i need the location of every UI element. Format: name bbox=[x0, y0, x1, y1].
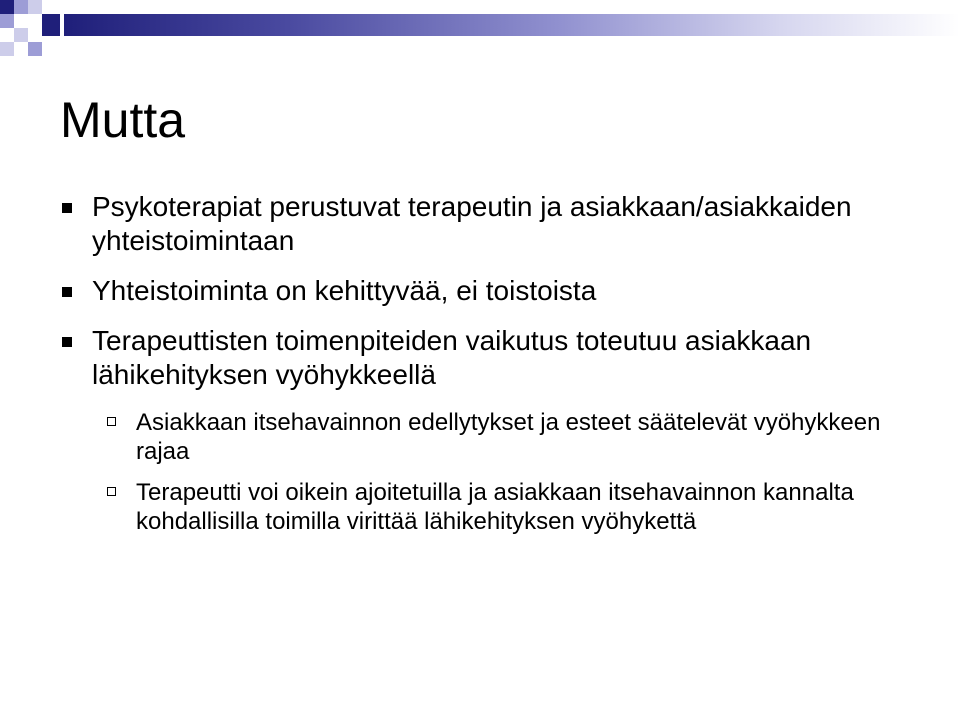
corner-square-lavender-2 bbox=[0, 14, 14, 28]
corner-square-pale-1 bbox=[28, 0, 42, 14]
filled-square-bullet-icon bbox=[62, 203, 72, 213]
corner-square-navy-2 bbox=[42, 14, 60, 36]
sub-bullet-text: Asiakkaan itsehavainnon edellytykset ja esteet säätelevät vyöhykkeen rajaa bbox=[136, 409, 881, 465]
hollow-square-bullet-icon bbox=[107, 487, 116, 496]
corner-square-pale-2 bbox=[14, 28, 28, 42]
bullet-text: Yhteistoiminta on kehittyvää, ei toistoista bbox=[92, 275, 597, 306]
slide-content bbox=[60, 190, 910, 548]
corner-square-pale-3 bbox=[0, 42, 14, 56]
bullet-item bbox=[60, 274, 910, 308]
hollow-square-bullet-icon bbox=[107, 417, 116, 426]
bullet-text: Terapeuttisten toimenpiteiden vaikutus toteutuu asiakkaan lähikehityksen vyöhykkeellä bbox=[92, 325, 812, 390]
filled-square-bullet-icon bbox=[62, 287, 72, 297]
bullet-item bbox=[60, 324, 910, 392]
corner-square-lavender-1 bbox=[14, 0, 28, 14]
sub-bullet-item bbox=[60, 408, 910, 466]
sub-bullet-text: Terapeutti voi oikein ajoitetuilla ja asiakkaan itsehavainnon kannalta kohdallisilla toimilla virittää lähikehityksen vyöhykettä bbox=[136, 479, 854, 535]
corner-square-lavender-3 bbox=[28, 42, 42, 56]
bullet-item bbox=[60, 190, 910, 258]
corner-square-navy-1 bbox=[0, 0, 14, 14]
filled-square-bullet-icon bbox=[62, 337, 72, 347]
bullet-text: Psykoterapiat perustuvat terapeutin ja asiakkaan/asiakkaiden yhteistoimintaan bbox=[92, 191, 852, 256]
sub-bullet-item bbox=[60, 478, 910, 536]
header-gradient-bar bbox=[64, 14, 960, 36]
slide-title: Mutta bbox=[60, 92, 186, 148]
